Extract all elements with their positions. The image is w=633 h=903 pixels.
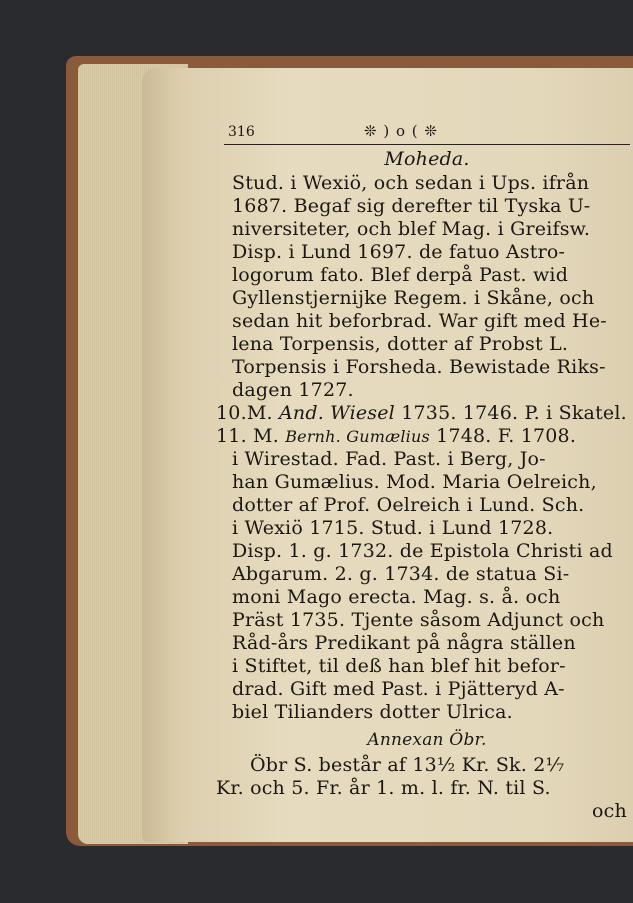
text-line: niversiteter, och blef Mag. i Greifsw.	[232, 218, 591, 240]
header-ornament: ❊ ) o ( ❊	[364, 122, 438, 140]
text-line: Abgarum. 2. g. 1734. de statua Si-	[232, 563, 570, 585]
entry-name: And. Wiesel	[278, 402, 395, 424]
entry-name: Bernh. Gumælius	[285, 427, 430, 446]
text-line: moni Mago erecta. Mag. s. å. och	[232, 586, 561, 608]
page-text	[216, 122, 630, 822]
text-line: biel Tilianders dotter Ulrica.	[232, 701, 513, 723]
entry-details: 1748. F. 1708.	[436, 425, 577, 447]
text-line: Öbr S. består af 13½ Kr. Sk. 2⅟₇	[250, 754, 565, 776]
text-line: Stud. i Wexiö, och sedan i Ups. ifrån	[232, 172, 590, 194]
text-line: Disp. 1. g. 1732. de Epistola Christi ad	[232, 540, 613, 562]
annex-heading: Annexan Öbr.	[367, 730, 487, 750]
page-number: 316	[228, 124, 255, 140]
entry-10	[216, 402, 627, 424]
text-line: dagen 1727.	[232, 379, 354, 401]
text-line: Råd-års Predikant på några ställen	[232, 632, 576, 654]
entry-details: 1735. 1746. P. i Skatel.	[401, 402, 627, 424]
text-line: Kr. och 5. Fr. år 1. m. l. fr. N. til S.	[216, 777, 551, 799]
text-line: Torpensis i Forsheda. Bewistade Riks-	[232, 356, 606, 378]
entry-number: 10.M.	[216, 402, 273, 424]
text-line: i Wirestad. Fad. Past. i Berg, Jo-	[232, 448, 546, 470]
text-line: Disp. i Lund 1697. de fatuo Astro-	[232, 241, 566, 263]
text-line: dotter af Prof. Oelreich i Lund. Sch.	[232, 494, 585, 516]
text-line: 1687. Begaf sig derefter til Tyska U-	[232, 195, 591, 217]
text-line: i Stiftet, til deß han blef hit befor-	[232, 655, 566, 677]
text-line: sedan hit beforbrad. War gift med He-	[232, 310, 607, 332]
page-header	[224, 122, 630, 145]
section-heading: Moheda.	[384, 148, 470, 170]
entry-11	[216, 425, 576, 447]
text-line: Gyllenstjernijke Regem. i Skåne, och	[232, 287, 595, 309]
text-line: lena Torpensis, dotter af Probst L.	[232, 333, 569, 355]
text-line: Präst 1735. Tjente såsom Adjunct och	[232, 609, 605, 631]
catchword: och	[592, 800, 627, 822]
entry-number: 11. M.	[216, 425, 279, 447]
text-line: han Gumælius. Mod. Maria Oelreich,	[232, 471, 597, 493]
text-line: i Wexiö 1715. Stud. i Lund 1728.	[232, 517, 554, 539]
text-line: drad. Gift med Past. i Pjätteryd A-	[232, 678, 565, 700]
text-line: logorum fato. Blef derpå Past. wid	[232, 264, 569, 286]
